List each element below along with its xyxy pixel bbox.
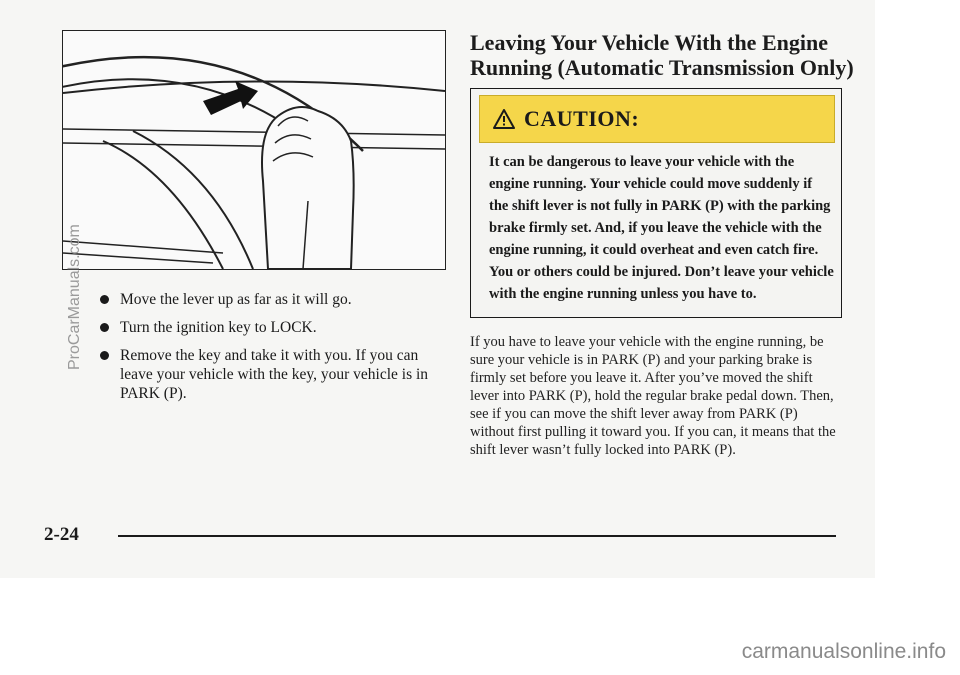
bullet-icon: [100, 323, 109, 332]
caution-text: It can be dangerous to leave your vehicle with the engine running. Your vehicle could move suddenly if the shift lever is not fully in PARK (P) with the parking brake firmly set. And, if you leave the vehicle with the engine running, it could overheat and even catch fire. You or others could be injured. Don’t leave your vehicle with the engine running unless you have to.: [489, 154, 834, 302]
bullet-icon: [100, 295, 109, 304]
body-paragraph: If you have to leave your vehicle with the engine running, be sure your vehicle is in PARK (P) and your parking brake is firmly set before you leave it. After you’ve moved the shift lever into PARK (P), hold the regular brake pedal down. Then, see if you can move the shift lever away from PARK (P) without first pulling it toward you. If you can, it means that the shift lever wasn’t fully locked into PARK (P).: [470, 334, 836, 458]
list-item: [100, 290, 430, 309]
bullet-icon: [100, 351, 109, 360]
list-item-text: Move the lever up as far as it will go.: [120, 291, 352, 308]
caution-banner: [479, 95, 835, 143]
list-item-text: Remove the key and take it with you. If you can leave your vehicle with the key, your vehicle is in PARK (P).: [120, 347, 429, 402]
list-item: [100, 318, 430, 337]
section-title: Leaving Your Vehicle With the Engine Running (Automatic Transmission Only): [470, 30, 854, 80]
watermark: ProCarManuals.com: [66, 224, 83, 370]
list-item-text: Turn the ignition key to LOCK.: [120, 319, 317, 336]
warning-triangle-icon: [492, 108, 516, 130]
page-number: 2-24: [44, 524, 79, 545]
footer-rule: [118, 535, 836, 537]
site-link[interactable]: carmanualsonline.info: [741, 640, 946, 663]
bullet-list: [100, 290, 430, 412]
shift-lever-illustration: [62, 30, 446, 270]
caution-label: CAUTION:: [524, 106, 640, 131]
list-item: [100, 346, 430, 403]
caution-box: [470, 88, 842, 318]
